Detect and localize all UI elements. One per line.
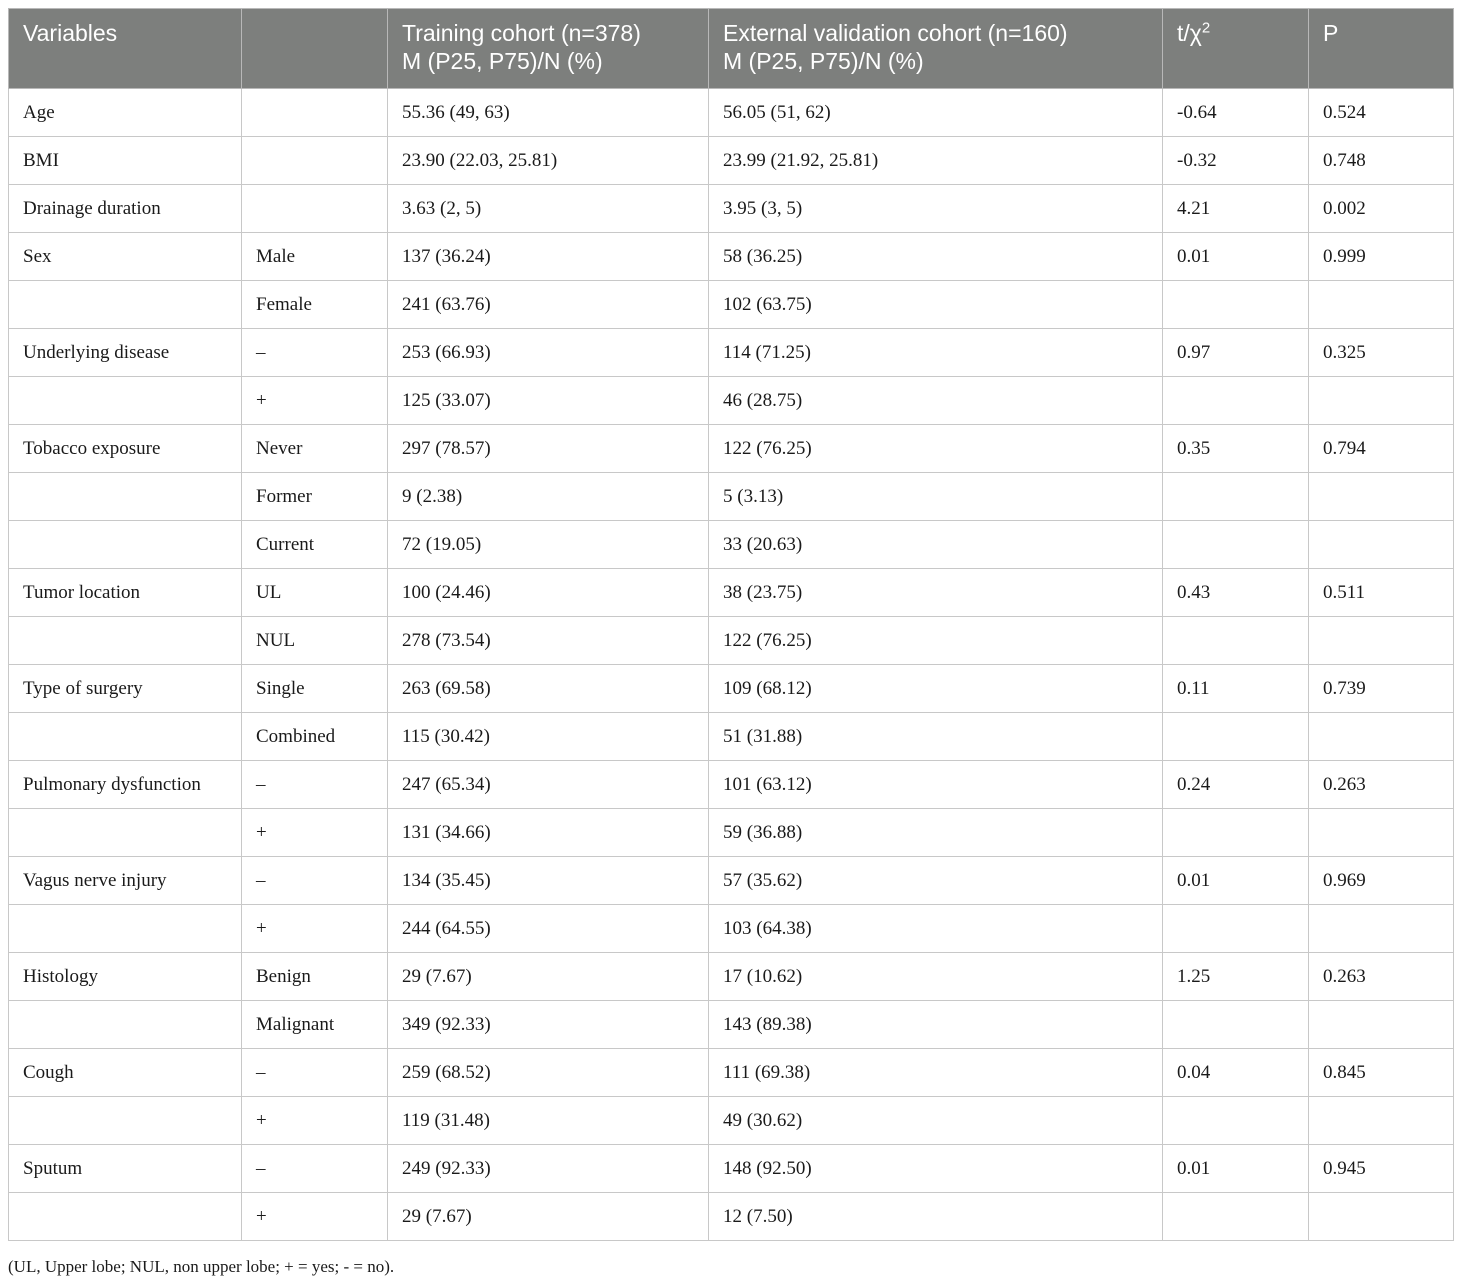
cell-level: + — [242, 905, 388, 953]
cell-validation: 56.05 (51, 62) — [709, 89, 1163, 137]
cell-p-value: 0.263 — [1309, 953, 1454, 1001]
cell-variable: Tumor location — [9, 569, 242, 617]
cell-level — [242, 137, 388, 185]
cell-validation: 101 (63.12) — [709, 761, 1163, 809]
header-statistic-superscript: 2 — [1201, 19, 1211, 37]
cell-statistic: -0.32 — [1163, 137, 1309, 185]
cell-p-value — [1309, 1097, 1454, 1145]
cell-level: Current — [242, 521, 388, 569]
cell-variable — [9, 281, 242, 329]
cell-level: + — [242, 1097, 388, 1145]
header-statistic — [1163, 9, 1309, 89]
cell-variable: BMI — [9, 137, 242, 185]
cell-variable — [9, 617, 242, 665]
cell-validation: 5 (3.13) — [709, 473, 1163, 521]
table-row — [9, 425, 1454, 473]
cell-level: Malignant — [242, 1001, 388, 1049]
cell-p-value: 0.945 — [1309, 1145, 1454, 1193]
cell-level — [242, 185, 388, 233]
cell-p-value: 0.739 — [1309, 665, 1454, 713]
cell-statistic — [1163, 521, 1309, 569]
cell-level — [242, 89, 388, 137]
cell-training: 349 (92.33) — [388, 1001, 709, 1049]
cell-statistic: 0.35 — [1163, 425, 1309, 473]
table-row — [9, 569, 1454, 617]
table-row — [9, 185, 1454, 233]
cell-validation: 102 (63.75) — [709, 281, 1163, 329]
cell-validation: 111 (69.38) — [709, 1049, 1163, 1097]
cell-validation: 148 (92.50) — [709, 1145, 1163, 1193]
cell-statistic: 0.11 — [1163, 665, 1309, 713]
cell-statistic — [1163, 1097, 1309, 1145]
cell-p-value — [1309, 377, 1454, 425]
cell-statistic — [1163, 377, 1309, 425]
table-row — [9, 905, 1454, 953]
cell-statistic — [1163, 617, 1309, 665]
table-row — [9, 329, 1454, 377]
cell-training: 119 (31.48) — [388, 1097, 709, 1145]
cell-statistic: 0.01 — [1163, 1145, 1309, 1193]
cell-validation: 59 (36.88) — [709, 809, 1163, 857]
cell-level: – — [242, 761, 388, 809]
cell-p-value — [1309, 473, 1454, 521]
header-training-title: Training cohort (n=378) — [402, 20, 641, 46]
cell-variable — [9, 377, 242, 425]
cell-p-value: 0.794 — [1309, 425, 1454, 473]
cell-validation: 109 (68.12) — [709, 665, 1163, 713]
cell-p-value — [1309, 713, 1454, 761]
cell-variable — [9, 1193, 242, 1241]
cell-p-value — [1309, 1193, 1454, 1241]
cell-variable — [9, 809, 242, 857]
cell-statistic: 0.43 — [1163, 569, 1309, 617]
cell-training: 278 (73.54) — [388, 617, 709, 665]
cell-p-value: 0.969 — [1309, 857, 1454, 905]
cell-level: – — [242, 857, 388, 905]
cell-level: NUL — [242, 617, 388, 665]
cell-variable — [9, 521, 242, 569]
table-row — [9, 1193, 1454, 1241]
cell-statistic — [1163, 809, 1309, 857]
cell-statistic: 1.25 — [1163, 953, 1309, 1001]
cell-p-value — [1309, 617, 1454, 665]
cell-p-value — [1309, 905, 1454, 953]
cell-statistic: 4.21 — [1163, 185, 1309, 233]
table-row — [9, 665, 1454, 713]
cell-training: 241 (63.76) — [388, 281, 709, 329]
cell-validation: 46 (28.75) — [709, 377, 1163, 425]
cell-training: 253 (66.93) — [388, 329, 709, 377]
cell-statistic — [1163, 473, 1309, 521]
table-row — [9, 233, 1454, 281]
cell-level: Single — [242, 665, 388, 713]
cell-validation: 57 (35.62) — [709, 857, 1163, 905]
cell-training: 125 (33.07) — [388, 377, 709, 425]
cell-level: – — [242, 329, 388, 377]
table-row — [9, 377, 1454, 425]
cell-training: 247 (65.34) — [388, 761, 709, 809]
cell-level: Female — [242, 281, 388, 329]
cell-training: 23.90 (22.03, 25.81) — [388, 137, 709, 185]
cohort-comparison-table — [8, 8, 1454, 1241]
table-row — [9, 89, 1454, 137]
cell-validation: 3.95 (3, 5) — [709, 185, 1163, 233]
header-validation-title: External validation cohort (n=160) — [723, 20, 1068, 46]
cell-level: + — [242, 809, 388, 857]
cell-p-value — [1309, 809, 1454, 857]
cell-training: 29 (7.67) — [388, 1193, 709, 1241]
cell-p-value: 0.511 — [1309, 569, 1454, 617]
cell-training: 29 (7.67) — [388, 953, 709, 1001]
table-row — [9, 473, 1454, 521]
cell-validation: 33 (20.63) — [709, 521, 1163, 569]
cell-training: 131 (34.66) — [388, 809, 709, 857]
cell-variable — [9, 1097, 242, 1145]
cell-p-value: 0.263 — [1309, 761, 1454, 809]
cell-validation: 114 (71.25) — [709, 329, 1163, 377]
cell-variable — [9, 1001, 242, 1049]
cell-training: 259 (68.52) — [388, 1049, 709, 1097]
cell-variable: Type of surgery — [9, 665, 242, 713]
cell-variable: Drainage duration — [9, 185, 242, 233]
cell-statistic: 0.01 — [1163, 857, 1309, 905]
cell-level: Former — [242, 473, 388, 521]
cell-statistic: -0.64 — [1163, 89, 1309, 137]
cell-p-value: 0.845 — [1309, 1049, 1454, 1097]
data-table-container — [8, 8, 1453, 1241]
table-body — [9, 89, 1454, 1241]
cell-training: 137 (36.24) — [388, 233, 709, 281]
cell-variable: Cough — [9, 1049, 242, 1097]
cell-statistic — [1163, 1193, 1309, 1241]
cell-variable: Age — [9, 89, 242, 137]
cell-variable: Underlying disease — [9, 329, 242, 377]
cell-training: 9 (2.38) — [388, 473, 709, 521]
cell-variable — [9, 713, 242, 761]
cell-training: 3.63 (2, 5) — [388, 185, 709, 233]
table-row — [9, 281, 1454, 329]
cell-validation: 12 (7.50) — [709, 1193, 1163, 1241]
table-row — [9, 857, 1454, 905]
cell-p-value — [1309, 1001, 1454, 1049]
cell-validation: 143 (89.38) — [709, 1001, 1163, 1049]
cell-training: 297 (78.57) — [388, 425, 709, 473]
cell-training: 100 (24.46) — [388, 569, 709, 617]
cell-variable: Sputum — [9, 1145, 242, 1193]
table-row — [9, 137, 1454, 185]
cell-level: Benign — [242, 953, 388, 1001]
cell-statistic — [1163, 713, 1309, 761]
cell-level: Male — [242, 233, 388, 281]
table-row — [9, 1097, 1454, 1145]
cell-training: 134 (35.45) — [388, 857, 709, 905]
cell-level: – — [242, 1145, 388, 1193]
header-training-subtitle: M (P25, P75)/N (%) — [402, 48, 603, 74]
cell-level: + — [242, 377, 388, 425]
cell-validation: 58 (36.25) — [709, 233, 1163, 281]
table-row — [9, 953, 1454, 1001]
cell-variable: Histology — [9, 953, 242, 1001]
cell-variable: Pulmonary dysfunction — [9, 761, 242, 809]
cell-variable — [9, 473, 242, 521]
cell-statistic: 0.01 — [1163, 233, 1309, 281]
header-variables: Variables — [9, 9, 242, 89]
cell-variable: Vagus nerve injury — [9, 857, 242, 905]
header-validation — [709, 9, 1163, 89]
cell-validation: 51 (31.88) — [709, 713, 1163, 761]
table-row — [9, 1049, 1454, 1097]
cell-training: 72 (19.05) — [388, 521, 709, 569]
cell-training: 244 (64.55) — [388, 905, 709, 953]
cell-p-value: 0.325 — [1309, 329, 1454, 377]
cell-validation: 38 (23.75) — [709, 569, 1163, 617]
cell-p-value — [1309, 281, 1454, 329]
table-row — [9, 1001, 1454, 1049]
header-level — [242, 9, 388, 89]
cell-p-value: 0.748 — [1309, 137, 1454, 185]
table-row — [9, 713, 1454, 761]
header-validation-subtitle: M (P25, P75)/N (%) — [723, 48, 924, 74]
cell-training: 115 (30.42) — [388, 713, 709, 761]
table-header-row — [9, 9, 1454, 89]
table-row — [9, 809, 1454, 857]
cell-validation: 49 (30.62) — [709, 1097, 1163, 1145]
cell-level: – — [242, 1049, 388, 1097]
cell-p-value: 0.524 — [1309, 89, 1454, 137]
table-row — [9, 617, 1454, 665]
cell-level: Combined — [242, 713, 388, 761]
cell-validation: 103 (64.38) — [709, 905, 1163, 953]
cell-level: Never — [242, 425, 388, 473]
table-row — [9, 761, 1454, 809]
table-row — [9, 521, 1454, 569]
cell-variable — [9, 905, 242, 953]
cell-p-value — [1309, 521, 1454, 569]
header-training — [388, 9, 709, 89]
cell-validation: 17 (10.62) — [709, 953, 1163, 1001]
cell-validation: 23.99 (21.92, 25.81) — [709, 137, 1163, 185]
cell-variable: Sex — [9, 233, 242, 281]
cell-level: + — [242, 1193, 388, 1241]
cell-statistic — [1163, 905, 1309, 953]
cell-training: 263 (69.58) — [388, 665, 709, 713]
cell-statistic: 0.97 — [1163, 329, 1309, 377]
cell-level: UL — [242, 569, 388, 617]
cell-p-value: 0.999 — [1309, 233, 1454, 281]
cell-training: 249 (92.33) — [388, 1145, 709, 1193]
table-footnote: (UL, Upper lobe; NUL, non upper lobe; + = yes; - = no). — [8, 1257, 395, 1276]
cell-training: 55.36 (49, 63) — [388, 89, 709, 137]
cell-statistic — [1163, 1001, 1309, 1049]
header-statistic-label: t/χ — [1177, 20, 1202, 46]
cell-statistic: 0.24 — [1163, 761, 1309, 809]
cell-p-value: 0.002 — [1309, 185, 1454, 233]
cell-statistic — [1163, 281, 1309, 329]
table-row — [9, 1145, 1454, 1193]
cell-validation: 122 (76.25) — [709, 617, 1163, 665]
cell-validation: 122 (76.25) — [709, 425, 1163, 473]
cell-variable: Tobacco exposure — [9, 425, 242, 473]
header-p-value: P — [1309, 9, 1454, 89]
cell-statistic: 0.04 — [1163, 1049, 1309, 1097]
